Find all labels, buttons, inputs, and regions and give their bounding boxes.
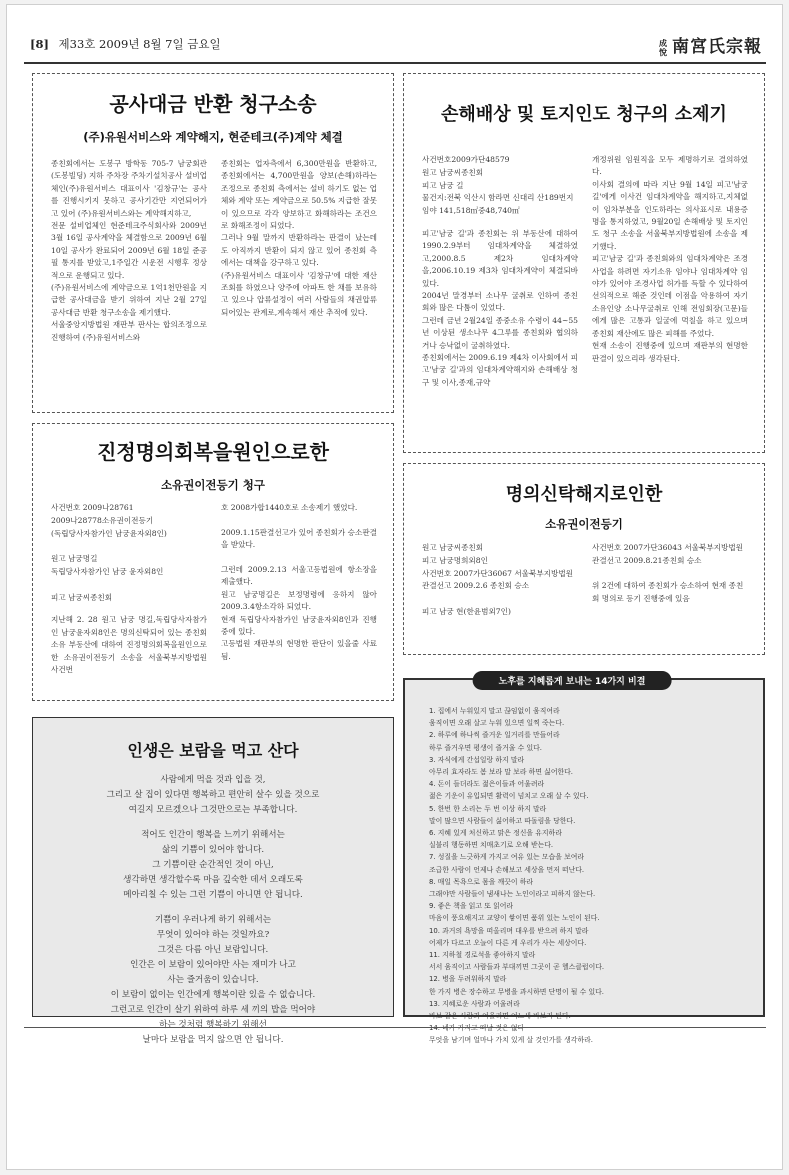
article-subtitle: 소유권이전등기: [545, 517, 623, 531]
article-title: 공사대금 반환 청구소송: [109, 92, 317, 116]
issue-date: 제33호 2009년 8월 7일 금요일: [58, 37, 221, 51]
article-lawsuit-refund: [32, 73, 394, 413]
tip-item: 11. 지하철 경로석을 좋아하지 말라 서서 움직이고 사람들과 부대끼면 그곳이 곧 헬스클럽이다.: [429, 951, 605, 972]
poem-stanza-2: 적어도 인간이 행복을 느끼기 위해서는 삶의 기쁨이 있어야 합니다. 그 기쁨이란 순간적인 것이 아닌, 생각하면 생각할수록 마음 깊숙한 데서 오래도록 메아리칠 수 있는 그런 기쁨이 아니면 안 됩니다.: [123, 830, 303, 900]
poem-stanza-1: 사람에게 먹을 것과 입을 것, 그리고 살 집이 있다면 행복하고 편안히 살수 있을 것으로 여길지 모르겠으나 그것만으로는 부족합니다.: [106, 775, 320, 815]
tips-list: [429, 705, 763, 1047]
case-info: 사건번호 2009나28761 2009나28778소유권이전등기 (독립당사자참가인 남궁윤자외8인) 원고 남궁명길 독립당사자참가인 남궁 윤자외8인 피고 남궁씨종친회: [51, 503, 167, 602]
article-column-1: 종친회에서는 도봉구 방학동 705-7 남궁회관(도봉빌딩) 지하 주차장 주차기설치공사 설비업체인(주)유원서비스 대표이사 '김창규'는 공사를 진행시키지 못하고 공사기간만 지연되어가고 있어 (주)유원서비스와는 계약해지하고, 전문 설비업체인 현준테크주식회사와 2009년 3월 16일 공사계약을 체결함으로 2009년 6월 10일 공사가 완료되어 2009년 6월 18일 준공필 통지를 받았고,1주일간 시운전 시행후 정상적으로 운행되고 있다. (주)유원서비스에 계약금으로 1억1천만원을 지급한 공사대금을 받기 위하여 지난 2월 27일 공사대금 반환 청구소송을 제기했다. 서울중앙지방법원 재판부 판사는 합의조정으로 진행하여 (주)유원서비스와: [51, 159, 207, 342]
tip-item: 4. 돈이 들더라도 젊은이들과 어울려라 젊은 기운이 유입되면 활력이 넘치고 오래 살 수 있다.: [429, 780, 589, 801]
article-column-1: 지난해 2. 28 원고 남궁 명길,독립당사자참가인 남궁윤자외8인은 명의신탁되어 있는 종친회소유 부동산에 대하여 진정명의회복을원인으로한 소유권이전등기 소송을 서울북부지방법원 사건번: [51, 615, 207, 674]
article-subtitle: (주)유원서비스와 계약해지, 현준테크(주)계약 체결: [83, 130, 343, 144]
page-header: [24, 30, 766, 64]
tip-item: 8. 매일 목욕으로 몸을 깨끗이 하라 그래야만 사람들이 냄새나는 노인이라고 피하지 않는다.: [429, 877, 596, 899]
article-title: 진정명의회복을원인으로한: [97, 440, 329, 464]
tip-item: 14. 네가 가지고 떠날 것은 없다 무엇을 남기며 얼마나 가치 있게 살 것인가를 생각하라.: [429, 1024, 593, 1045]
tip-item: 2. 하루에 하나씩 즐거운 일거리를 만들어라 하루 즐거우면 평생이 즐거울 수 있다.: [429, 731, 560, 752]
article-title: 명의신탁해지로인한: [505, 484, 663, 505]
article-column-2: 개정위원 임원직을 모두 제명하기로 결의하였다. 이사회 결의에 따라 지난 9월 14일 피고'남궁 길'에게 이사건 임대차계약을 해지하고,지체없이 임차부분을 인도하라는 의사표시로 내용증명을 통지하였고, 9월20일 손해배상 및 토지인도 청구 소송을 서울북부지방법원에 소송을 제기했다. 피고'남궁 길'과 종친회와의 임대차계약은 조경사업을 하려면 자기소유 임야나 임대차계약 임야가 있어야 조경사업 허가를 득할 수 있다하여 선의적으로 해준 것인데 이점을 악용하여 자기소유인양 소나무굴취로 인해 전임회장(고문)들에게 많은 고통과 일굴에 먹칠을 하고 있으며 종친회 재산에도 많은 피해를 주었다. 현재 소송이 진행중에 있으며 재판부의 현명한 판결이 있으리라 생각된다.: [592, 155, 748, 363]
tips-title: 노후를 지혜롭게 보내는 14가지 비결: [473, 671, 672, 690]
poem-title: 인생은 보람을 먹고 산다: [127, 741, 299, 760]
article-column-1: 피고'남궁 길'과 종친회는 위 부동산에 대하여 1990.2.9부터 임대차계약을 체결하였고,2000.8.5 제2차 임대차계약을,2006.10.19 제3차 임대차계약이 체결되바 있다. 2004년 말경부터 소나무 굴취로 인하여 종친회와 많은 다툼이 있었다. 그런데 금년 2월24일 종중소유 수령이 44~55년 이상된 생소나무 4그루를 종친회와 협의하거나 승낙없이 굴취하였다. 종친회에서는 2009.6.19 제4차 이사회에서 피고'남궁 길'과의 임대차계약해지와 손해배상 청구 및 이사,종재,규약: [422, 228, 578, 387]
tip-item: 12. 병을 두려워하지 말라 한 가지 병은 장수하고 무병을 과시하면 단명이 될 수 있다.: [429, 975, 604, 996]
tip-item: 1. 집에서 누워있지 말고 끊임없이 움직여라 움직이면 오래 살고 누워 있으면 일찍 죽는다.: [429, 707, 565, 728]
tip-item: 5. 한번 한 소리는 두 번 이상 하지 말라 말이 많으면 사람들이 싫어하고 따돌림을 당한다.: [429, 804, 576, 825]
article-title: 손해배상 및 토지인도 청구의 소제기: [441, 104, 727, 125]
issue-info: [30, 36, 221, 52]
article-trust-termination: [403, 463, 765, 655]
tip-item: 13. 지혜로운 사람과 어울려라 바보 같은 사람과 어울리면 어느새 바보가 된다.: [429, 999, 571, 1021]
tip-item: 3. 자식에게 간섭일랑 하지 말라 아무리 효자라도 봄 보라 말 보라 하면 싫어한다.: [429, 755, 573, 777]
article-column-2: 사건번호 2007가단36043 서울북부지방법원 관결선고 2009.8.21종친회 승소 위 2건에 대하여 종친회가 승소하여 현재 종친회 명의로 등기 진행중에 있음: [592, 543, 744, 604]
poem-stanza-3: 기쁨이 우러나게 하기 위해서는 무엇이 있어야 하는 것일까요? 그것은 다름 아닌 보람입니다. 인간은 이 보람이 있어야만 사는 재미가 나고 사는 즐거움이 있습니다. 이 보람이 없이는 인간에게 행복이란 있을 수 없습니다. 그런고로 인간이 살기 위하여 하루 세 끼의 밥을 먹어야 하는 것처럼 행복하기 위해선 날마다 보람을 먹지 않으면 안 됩니다.: [110, 915, 316, 1045]
tip-item: 6. 지혜 있게 처신하고 맑은 정신을 유지하라 실불리 행동하면 치매초기로 오해 받는다.: [429, 829, 562, 850]
article-title-restoration: [32, 423, 394, 701]
tip-item: 9. 좋은 책을 읽고 또 읽어라 마음이 풍요해지고 교양이 쌓이면 품위 있는 노인이 된다.: [429, 902, 600, 923]
article-damages-suit: [403, 73, 765, 453]
case-info: 사건번호2009가단48579 원고 남궁씨종친회 피고 남궁 길 물건지:전북 익산시 함라면 신대리 산189번지 임야 141,518㎡중48,740㎡: [422, 155, 574, 216]
tips-box: [403, 678, 765, 1045]
tip-item: 10. 과거의 욕망을 떠올리며 대우를 받으려 하지 말라 어제가 다르고 오늘이 다른 게 우리가 사는 세상이다.: [429, 926, 589, 947]
article-column-1: 원고 남궁씨종친회 피고 남궁명희외8인 사건번호 2007가단36067 서울북부지방법원 관결선고 2009.2.6 종친회 승소 피고 남궁 현(한윤범외7인): [422, 543, 574, 616]
poem-box: [32, 717, 394, 1045]
page-number: [8]: [30, 37, 49, 51]
footer-divider: [24, 1027, 766, 1028]
article-subtitle: 소유권이전등기 청구: [161, 478, 265, 492]
paper-name: 南宮氏宗報: [672, 37, 762, 57]
paper-masthead: [659, 32, 762, 57]
article-column-2: 종친회는 업자측에서 6,300만원을 반환하고,종친회에서는 4,700만원을 양보(손해)하라는 조정으로 종친회 측에서는 설비 하기도 없는 업체와 계약 또는 계약금으로 50.5% 지급한 잘못이 있으므로 각각 양보하고 화해하라는 조건으로 화해조정이 되었다. 그러나 9월 말까지 반환하라는 판결이 났는데도 아직까지 반환이 되지 않고 있어 종친회 측에서는 대책을 강구하고 있다. (주)유원서비스 대표이사 '김창규'에 대한 재산조회를 하였으나 양주에 아파트 한 채를 보유하고 있으나 압류설정이 여러 사람들의 채권압류 되어있는 관계로,계속해서 재산 추적에 있다.: [221, 159, 377, 317]
tip-item: 7. 성질을 느긋하게 가지고 여유 있는 모습을 보여라 조급한 사람이 언제나 손해보고 세상을 먼저 떠난다.: [429, 853, 585, 874]
masthead-small-text: 成 悅: [659, 37, 668, 57]
article-column-2: 호 2008가합1440호로 소송제기 했었다. 2009.1.15판결선고가 있어 종친회가 승소판결을 받았다. 그런데 2009.2.13 서울고등법원에 항소장을 제출했다. 원고 남궁명길은 보정명령에 응하지 않아 2009.3.4항소각하 되었다. 현재 독립당사자참가인 남궁윤자외8인과 진행중에 있다. 고등법원 재판부의 현명한 판단이 있을줄 사료됨.: [221, 503, 377, 661]
